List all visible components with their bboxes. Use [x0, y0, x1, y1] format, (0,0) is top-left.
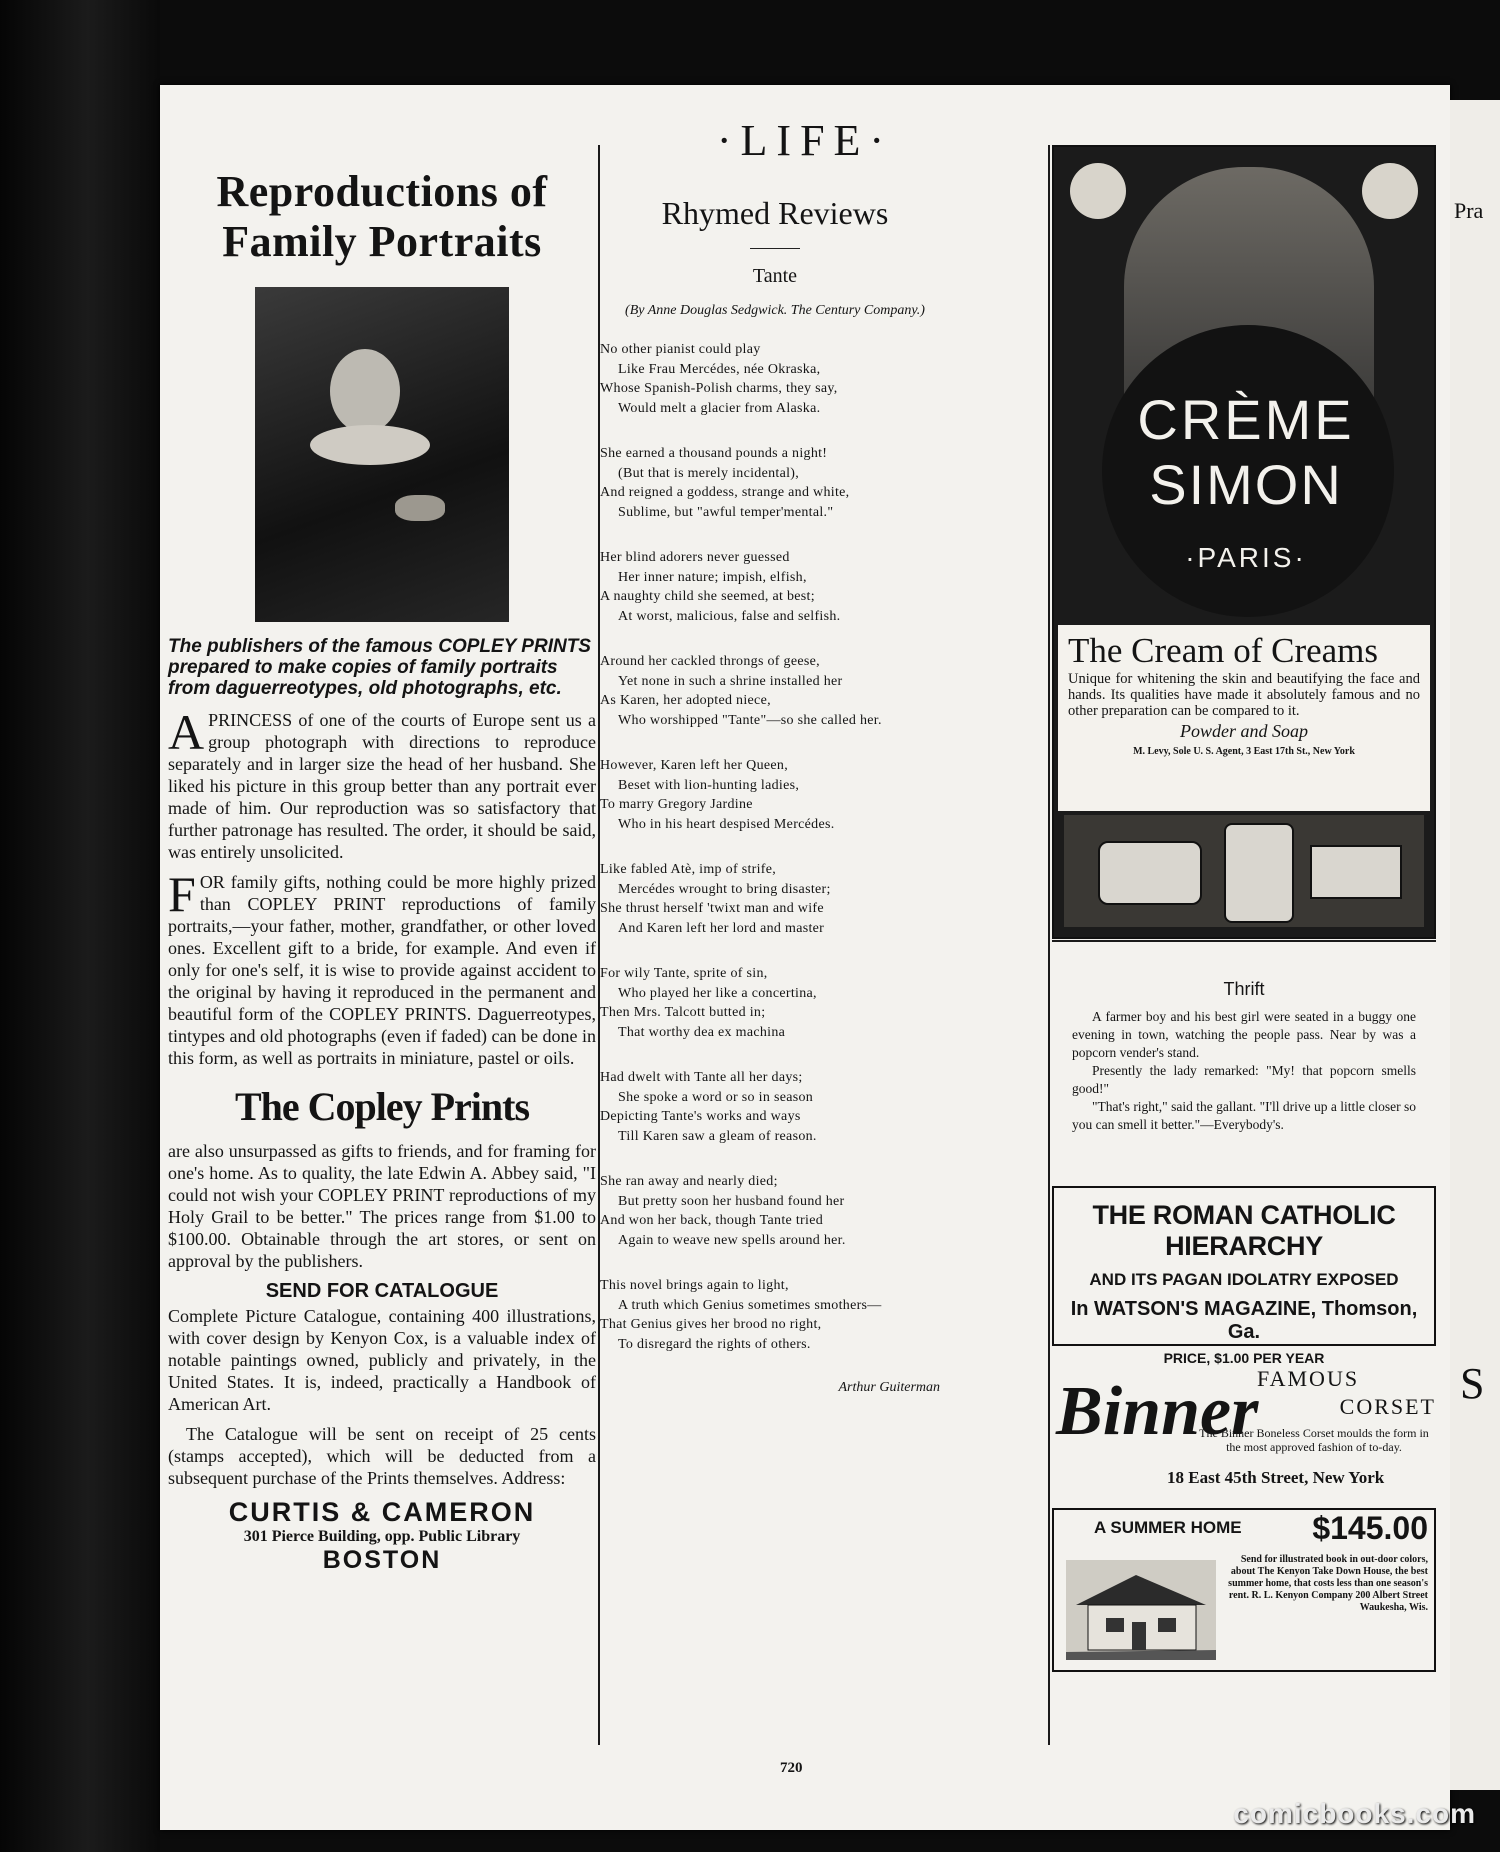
binner-corset: CORSET: [1339, 1394, 1436, 1419]
creme-tagline: The Cream of Creams: [1068, 631, 1379, 670]
roman-line-3: In WATSON'S MAGAZINE, Thomson, Ga.: [1070, 1298, 1418, 1343]
poem-stanza: [600, 548, 950, 626]
firm-city: BOSTON: [322, 1546, 442, 1574]
brand-word-simon: SIMON: [1149, 453, 1343, 516]
family-gifts-text: OR family gifts, nothing could be more highly prized than COPLEY PRINT reproductions of family portraits,—your father, mother, grandfather, or other loved ones. Excellent gift to a bride, for example. And even if only for one's self, it is wise to provide against accident to the original by having it reproduced in the permanent and beautiful form of the COPLEY PRINTS. Daguerreotypes, tintypes and old photographs (even if faded) can be done in this form, as well as portraits in miniature, pastel or oils.: [168, 872, 596, 1068]
summer-home-ad: [1052, 1508, 1436, 1672]
poem-line: Yet none in such a shrine installed her: [618, 673, 843, 689]
poem-line: Till Karen saw a gleam of reason.: [618, 1128, 817, 1144]
poem-line: At worst, malicious, false and selfish.: [618, 608, 841, 624]
thrift-paragraph-2: Presently the lady remarked: "My! that popcorn smells good!": [1072, 1063, 1416, 1096]
poem-line: She ran away and nearly died;: [600, 1174, 778, 1189]
watermark: comicbooks.com: [1233, 1798, 1476, 1829]
poem-line: Like fabled Atè, imp of strife,: [600, 862, 777, 877]
poem-line: A naughty child she seemed, at best;: [600, 589, 815, 604]
poem-line: And reigned a goddess, strange and white,: [600, 485, 850, 500]
product-jars-illustration: [1064, 815, 1424, 927]
firm-address: 301 Pierce Building, opp. Public Library: [243, 1528, 521, 1545]
poem-line: Her inner nature; impish, elfish,: [618, 569, 807, 585]
column-rule-right: [1048, 145, 1050, 1745]
poem-line: This novel brings again to light,: [600, 1278, 789, 1293]
poem-line: Would melt a glacier from Alaska.: [618, 400, 821, 416]
summer-home-headline: A SUMMER HOME: [1094, 1518, 1242, 1537]
poem-line: However, Karen left her Queen,: [600, 758, 789, 773]
poem-line: No other pianist could play: [600, 342, 761, 357]
poem-line: Depicting Tante's works and ways: [600, 1109, 801, 1124]
send-for-catalogue-heading: SEND FOR CATALOGUE: [265, 1280, 499, 1302]
section-title: Rhymed Reviews: [661, 195, 889, 231]
quality-paragraph: are also unsurpassed as gifts to friends, and for framing for one's home. As to quality, the late Edwin A. Abbey said, "I could not wish your COPLEY PRINT reproductions of my Holy Grail to be better." The prices range from $1.00 to $100.00. Obtainable through the art stores, or sent on approval by the publishers.: [168, 1141, 596, 1271]
adjacent-page-edge: [1450, 100, 1500, 1790]
poem-line: To marry Gregory Jardine: [600, 797, 753, 812]
poem-line: To disregard the rights of others.: [618, 1336, 811, 1352]
scan-edge-left: [0, 0, 160, 1852]
poem-stanza: [600, 1276, 950, 1354]
poem-stanza: [600, 444, 950, 522]
rose-ornament-right: [1362, 163, 1418, 219]
rose-ornament-left: [1070, 163, 1126, 219]
binner-tagline: The Binner Boneless Corset moulds the form in the most approved fashion of to-day.: [1199, 1426, 1429, 1454]
poem-line: That worthy dea ex machina: [618, 1024, 786, 1040]
roman-line-1: THE ROMAN CATHOLIC HIERARCHY: [1092, 1200, 1396, 1261]
poem-line: Mercédes wrought to bring disaster;: [618, 881, 831, 897]
poem-line: But pretty soon her husband found her: [618, 1193, 845, 1209]
house-illustration-icon: [1066, 1560, 1216, 1660]
thrift-paragraph-3: "That's right," said the gallant. "I'll drive up a little closer so you can smell it better."—Everybody's.: [1072, 1099, 1416, 1132]
rhymed-reviews-column: [600, 183, 950, 1396]
thrift-anecdote: [1052, 979, 1436, 1134]
poem-line: Then Mrs. Talcott butted in;: [600, 1005, 766, 1020]
summer-home-details: Send for illustrated book in out-door colors, about The Kenyon Take Down House, the best summer home, that costs less than one season's rent. R. L. Kenyon Company 200 Albert Street Waukesha, Wis.: [1228, 1554, 1428, 1613]
binner-famous: FAMOUS: [1257, 1366, 1360, 1391]
catalogue-price-paragraph: The Catalogue will be sent on receipt of 25 cents (stamps accepted), which will be deducted from a subsequent purchase of the Prints themselves. Address:: [168, 1424, 596, 1488]
poem-line: (But that is merely incidental),: [618, 465, 800, 481]
poem-stanza: [600, 860, 950, 938]
right-column: [1052, 145, 1436, 1672]
poem-line: Who in his heart despised Mercédes.: [618, 816, 835, 832]
title-rule: [750, 248, 800, 249]
princess-text: PRINCESS of one of the courts of Europe sent us a group photograph with directions to reproduce separately and in larger size the head of her husband. She liked his picture in this group better than any portrait ever made of him. Our reproduction was so satisfactory that further patronage has resulted. The order, it should be said, was entirely unsolicited.: [168, 710, 596, 862]
family-gifts-paragraph: [168, 866, 596, 1069]
page-header: ·LIFE·: [716, 116, 894, 165]
drop-cap: F: [168, 866, 196, 922]
binner-script-logo: Binner: [1056, 1373, 1259, 1450]
brand-word-creme: CRÈME: [1137, 388, 1355, 451]
poem-line: She thrust herself 'twixt man and wife: [600, 901, 824, 916]
poem-line: Sublime, but "awful temper'mental.": [618, 504, 834, 520]
poem-stanza: [600, 1172, 950, 1250]
roman-line-2: AND ITS PAGAN IDOLATRY EXPOSED: [1089, 1270, 1399, 1289]
poem-line: A truth which Genius sometimes smothers—: [618, 1297, 882, 1313]
binner-address: 18 East 45th Street, New York: [1167, 1468, 1385, 1487]
creme-products: Powder and Soap: [1180, 721, 1308, 741]
drop-cap: A: [168, 704, 205, 760]
poem-line: Again to weave new spells around her.: [618, 1232, 846, 1248]
poem-line: For wily Tante, sprite of sin,: [600, 966, 768, 981]
poem-line: Who played her like a concertina,: [618, 985, 817, 1001]
creme-text-panel: [1058, 625, 1430, 811]
poem-line: She earned a thousand pounds a night!: [600, 446, 828, 461]
creme-agent: M. Levy, Sole U. S. Agent, 3 East 17th St., New York: [1133, 746, 1355, 757]
poem-line: Who worshipped "Tante"—so she called her.: [618, 712, 882, 728]
poem-line: As Karen, her adopted niece,: [600, 693, 771, 708]
poem-stanzas: [600, 340, 950, 1354]
poem-line: That Genius gives her brood no right,: [600, 1317, 822, 1332]
page-number: 720: [780, 1760, 803, 1776]
poem-line: And won her back, though Tante tried: [600, 1213, 824, 1228]
creme-description: Unique for whitening the skin and beautifying the face and hands. Its qualities have made it absolutely famous and no other preparation can be compared to it.: [1068, 671, 1420, 719]
firm-name: CURTIS & CAMERON: [228, 1497, 536, 1527]
adjacent-page-letter: S: [1460, 1359, 1485, 1408]
poem-line: Had dwelt with Tante all her days;: [600, 1070, 803, 1085]
poem-stanza: [600, 756, 950, 834]
poem-signature: Arthur Guiterman: [838, 1380, 940, 1395]
poem-line: Around her cackled throngs of geese,: [600, 654, 820, 669]
review-title: Tante: [752, 265, 798, 287]
thrift-title: Thrift: [1223, 979, 1265, 999]
magazine-page: [160, 85, 1450, 1830]
creme-simon-ad: [1052, 145, 1436, 939]
poem-stanza: [600, 1068, 950, 1146]
poem-stanza: [600, 964, 950, 1042]
ad-headline-line2: Family Portraits: [222, 217, 542, 266]
roman-line-4: PRICE, $1.00 PER YEAR: [1163, 1350, 1325, 1366]
watsons-magazine-ad: [1052, 1186, 1436, 1366]
poem-line: Whose Spanish-Polish charms, they say,: [600, 381, 838, 396]
ad-headline-line1: Reproductions of: [216, 167, 548, 216]
princess-paragraph: [168, 704, 596, 863]
ad-lead-paragraph: The publishers of the famous COPLEY PRINTS prepared to make copies of family portraits from daguerreotypes, old photographs, etc.: [168, 636, 591, 699]
copley-prints-logotype: The Copley Prints: [234, 1084, 530, 1129]
adjacent-page-heading: Pra: [1454, 198, 1484, 223]
thrift-paragraph-1: A farmer boy and his best girl were seated in a buggy one evening in town, watching the people pass. Near by was a popcorn vender's stand.: [1072, 1009, 1416, 1060]
poem-stanza: [600, 340, 950, 418]
soap-box-icon: [1310, 845, 1402, 899]
copley-prints-ad: [168, 167, 596, 1575]
review-byline: (By Anne Douglas Sedgwick. The Century Company.): [625, 303, 925, 318]
summer-home-price: $145.00: [1312, 1510, 1428, 1546]
brand-word-paris: ·PARIS·: [1185, 542, 1307, 573]
poem-line: Her blind adorers never guessed: [600, 550, 790, 565]
catalogue-paragraph: Complete Picture Catalogue, containing 400 illustrations, with cover design by Kenyon Cox, is a valuable index of notable paintings owned, publicly and privately, in the United States. It is, indeed, practically a Handbook of American Art.: [168, 1306, 596, 1414]
child-portrait-image: [255, 287, 509, 622]
powder-box-icon: [1098, 841, 1202, 905]
poem-stanza: [600, 652, 950, 730]
poem-line: And Karen left her lord and master: [618, 920, 825, 936]
poem-line: Like Frau Mercédes, née Okraska,: [618, 361, 821, 377]
poem-line: She spoke a word or so in season: [618, 1089, 814, 1105]
cream-jar-icon: [1224, 823, 1294, 923]
binner-corset-ad: [1052, 1358, 1436, 1508]
poem-line: Beset with lion-hunting ladies,: [618, 777, 800, 793]
